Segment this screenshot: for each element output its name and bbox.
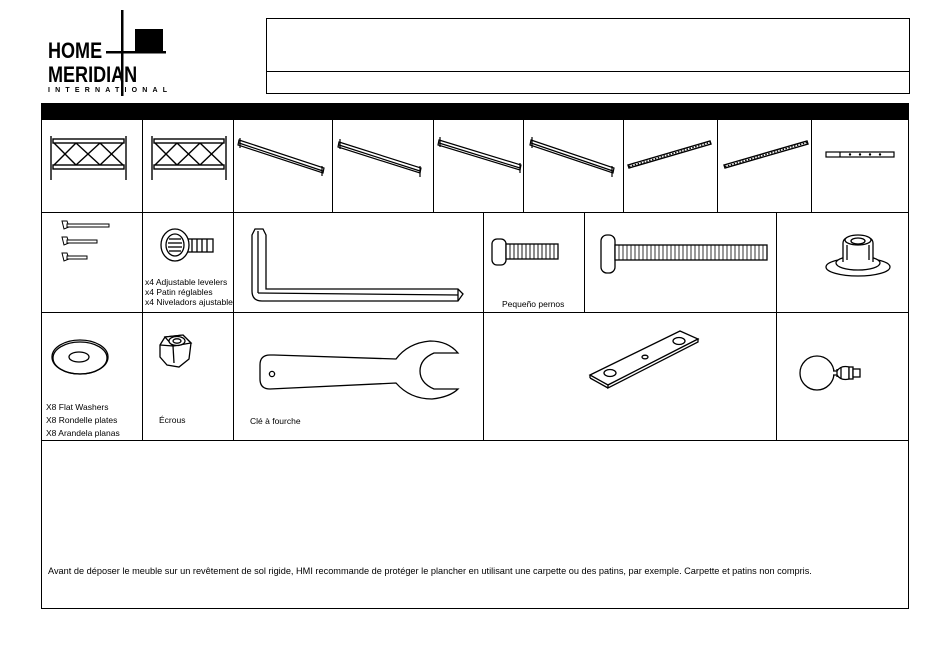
logo-word-international: INTERNATIONAL [48,87,173,94]
part-cell-wrench [234,313,484,441]
part-cell-short-bolt [484,213,585,313]
header-divider [267,71,909,72]
levelers-label-es: x4 Niveladors ajustable [145,297,233,307]
washers-label-es: X8 Arandela planas [46,428,120,438]
slat-icon [718,120,812,213]
part-cell-slat-1 [624,120,718,213]
part-cell-bar [812,120,908,213]
part-cell-washers [42,313,143,441]
nut-icon [143,313,234,441]
cup-foot-icon [777,213,908,313]
parts-grid [41,119,909,609]
parts-header-bar [41,103,909,119]
logo-word-meridian: MERIDIAN [48,62,138,87]
washers-label-en: X8 Flat Washers [46,402,109,412]
slat-icon [624,120,718,213]
part-cell-mending-plate [484,313,777,441]
side-rail-icon [333,120,434,213]
part-cell-x-panel-1 [42,120,143,213]
part-cell-cup-foot [777,213,908,313]
finial-icon [777,313,908,441]
part-cell-x-panel-2 [143,120,234,213]
part-cell-nuts [143,313,234,441]
short-bolt-icon [484,213,585,313]
levelers-label-en: x4 Adjustable levelers [145,277,228,287]
part-cell-screws [42,213,143,313]
part-cell-side-rail-4 [524,120,624,213]
bolts-label-es: Pequeño pernos [502,299,565,309]
mending-plate-icon [484,313,777,441]
side-rail-icon [524,120,624,213]
x-panel-icon [42,120,143,213]
part-cell-slat-2 [718,120,812,213]
screw-icon [42,213,143,313]
part-cell-side-rail-3 [434,120,524,213]
notes-area [42,441,908,608]
part-cell-long-bolt [585,213,777,313]
x-panel-icon [143,120,234,213]
levelers-label-fr: x4 Patin réglables [145,287,213,297]
nuts-label-fr: Écrous [159,415,186,425]
side-rail-icon [434,120,524,213]
side-rail-icon [234,120,333,213]
part-cell-levelers [143,213,234,313]
company-logo [44,8,173,98]
wrench-label-fr: Clé à fourche [250,416,301,426]
part-cell-side-rail-2 [333,120,434,213]
part-cell-side-rail-1 [234,120,333,213]
bar-icon [812,120,908,213]
long-bolt-icon [585,213,777,313]
part-cell-finial [777,313,908,441]
allen-key-icon [234,213,484,313]
washers-label-fr: X8 Rondelle plates [46,415,118,425]
header-info-box [266,18,910,94]
part-cell-allen-key [234,213,484,313]
logo-word-home: HOME [48,38,103,63]
floor-protection-note: Avant de déposer le meuble sur un revêtement de sol rigide, HMI recommande de protéger le plancher en utilisant une carpette ou des patins, par exemple. Carpette et patins non compris. [48,566,812,576]
